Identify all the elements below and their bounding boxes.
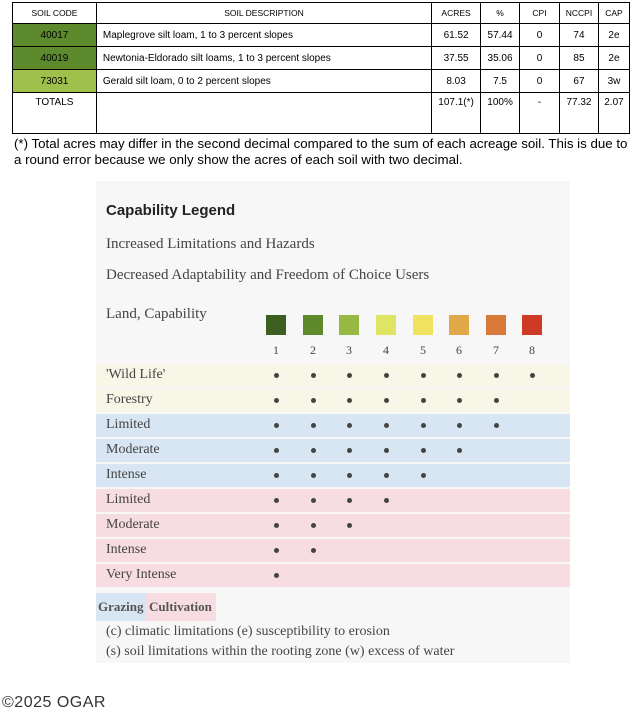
capability-dot bbox=[347, 473, 352, 478]
soil-code-cell: 40019 bbox=[13, 47, 97, 70]
capability-row bbox=[96, 414, 570, 437]
capability-dot bbox=[311, 498, 316, 503]
cap-cell: 2e bbox=[598, 24, 629, 47]
capability-class-number: 7 bbox=[493, 343, 499, 357]
percent-cell: 7.5 bbox=[481, 70, 520, 93]
capability-row-label: Moderate bbox=[106, 442, 160, 457]
capability-dot bbox=[311, 523, 316, 528]
capability-dot bbox=[457, 448, 462, 453]
capability-row bbox=[96, 489, 570, 512]
capability-dot bbox=[274, 473, 279, 478]
capability-class-3-swatch bbox=[339, 315, 359, 335]
totals-acres: 107.1(*) bbox=[432, 93, 481, 134]
capability-dot bbox=[421, 448, 426, 453]
capability-class-number: 8 bbox=[529, 343, 535, 357]
capability-dot bbox=[494, 423, 499, 428]
abbreviations-line-1: (c) climatic limitations (e) susceptibility to erosion bbox=[106, 624, 390, 639]
capability-dot bbox=[347, 448, 352, 453]
capability-row-label: 'Wild Life' bbox=[106, 367, 166, 382]
capability-dot bbox=[384, 498, 389, 503]
capability-row-label: Intense bbox=[106, 542, 147, 557]
capability-dot bbox=[384, 373, 389, 378]
capability-dot bbox=[494, 398, 499, 403]
capability-class-number: 6 bbox=[456, 343, 462, 357]
legend-adaptability-text: Decreased Adaptability and Freedom of Choice Users bbox=[106, 267, 430, 283]
capability-dot bbox=[421, 423, 426, 428]
capability-dot bbox=[457, 373, 462, 378]
capability-class-4-swatch bbox=[376, 315, 396, 335]
acres-cell: 61.52 bbox=[432, 24, 481, 47]
soil-description-cell: Maplegrove silt loam, 1 to 3 percent slopes bbox=[96, 24, 431, 47]
capability-class-number: 4 bbox=[383, 343, 389, 357]
capability-dot bbox=[274, 573, 279, 578]
acres-cell: 37.55 bbox=[432, 47, 481, 70]
totals-cap: 2.07 bbox=[598, 93, 629, 134]
capability-dot bbox=[457, 398, 462, 403]
capability-legend bbox=[96, 181, 570, 663]
capability-dot bbox=[457, 423, 462, 428]
soil-description-cell: Newtonia-Eldorado silt loams, 1 to 3 percent slopes bbox=[96, 47, 431, 70]
capability-row bbox=[96, 439, 570, 462]
cap-cell: 2e bbox=[598, 47, 629, 70]
capability-dot bbox=[274, 423, 279, 428]
table-row bbox=[13, 47, 630, 70]
cpi-cell: 0 bbox=[520, 24, 560, 47]
capability-dot bbox=[274, 498, 279, 503]
table-row bbox=[13, 70, 630, 93]
capability-dot bbox=[274, 523, 279, 528]
capability-row-label: Limited bbox=[106, 417, 151, 432]
cpi-cell: 0 bbox=[520, 70, 560, 93]
header-soil-description: SOIL DESCRIPTION bbox=[96, 3, 431, 24]
abbreviations-line-2: (s) soil limitations within the rooting zone (w) excess of water bbox=[106, 644, 455, 659]
capability-class-2-swatch bbox=[303, 315, 323, 335]
grazing-label: Grazing bbox=[96, 593, 148, 621]
acres-cell: 8.03 bbox=[432, 70, 481, 93]
capability-row bbox=[96, 464, 570, 487]
capability-class-7-swatch bbox=[486, 315, 506, 335]
capability-dot bbox=[384, 448, 389, 453]
capability-dot bbox=[274, 548, 279, 553]
capability-class-6-swatch bbox=[449, 315, 469, 335]
header-percent: % bbox=[481, 3, 520, 24]
capability-dot bbox=[384, 398, 389, 403]
capability-class-1-swatch bbox=[266, 315, 286, 335]
capability-dot bbox=[274, 398, 279, 403]
capability-row-label: Intense bbox=[106, 467, 147, 482]
land-capability-label: Land, Capability bbox=[106, 306, 207, 322]
capability-class-number: 5 bbox=[420, 343, 426, 357]
capability-dot bbox=[311, 373, 316, 378]
capability-class-8-swatch bbox=[522, 315, 542, 335]
capability-dot bbox=[421, 373, 426, 378]
capability-dot bbox=[311, 398, 316, 403]
capability-dot bbox=[311, 548, 316, 553]
totals-percent: 100% bbox=[481, 93, 520, 134]
header-cpi: CPI bbox=[520, 3, 560, 24]
header-acres: ACRES bbox=[432, 3, 481, 24]
capability-dot bbox=[421, 473, 426, 478]
totals-row bbox=[13, 93, 630, 134]
capability-class-number: 1 bbox=[273, 343, 279, 357]
capability-row-label: Moderate bbox=[106, 517, 160, 532]
capability-class-number: 2 bbox=[310, 343, 316, 357]
totals-description bbox=[96, 93, 431, 134]
capability-dot bbox=[274, 373, 279, 378]
soil-code-cell: 40017 bbox=[13, 24, 97, 47]
table-row bbox=[13, 24, 630, 47]
capability-dot bbox=[347, 373, 352, 378]
capability-dot bbox=[384, 473, 389, 478]
soil-table bbox=[12, 2, 630, 134]
nccpi-cell: 67 bbox=[559, 70, 598, 93]
soil-description-cell: Gerald silt loam, 0 to 2 percent slopes bbox=[96, 70, 431, 93]
capability-dot bbox=[347, 523, 352, 528]
nccpi-cell: 85 bbox=[559, 47, 598, 70]
totals-nccpi: 77.32 bbox=[559, 93, 598, 134]
capability-dot bbox=[421, 398, 426, 403]
capability-row bbox=[96, 564, 570, 587]
capability-dot bbox=[347, 398, 352, 403]
capability-dot bbox=[311, 423, 316, 428]
capability-row-label: Limited bbox=[106, 492, 151, 507]
capability-row bbox=[96, 514, 570, 537]
capability-dot bbox=[384, 423, 389, 428]
header-cap: CAP bbox=[598, 3, 629, 24]
totals-label: TOTALS bbox=[13, 93, 97, 134]
capability-dot bbox=[494, 373, 499, 378]
header-nccpi: NCCPI bbox=[559, 3, 598, 24]
percent-cell: 57.44 bbox=[481, 24, 520, 47]
capability-row bbox=[96, 389, 570, 412]
capability-dot bbox=[530, 373, 535, 378]
copyright-watermark: ©2025 OGAR bbox=[2, 694, 106, 711]
capability-class-number: 3 bbox=[346, 343, 352, 357]
capability-dot bbox=[347, 423, 352, 428]
cpi-cell: 0 bbox=[520, 47, 560, 70]
legend-title: Capability Legend bbox=[106, 202, 236, 219]
capability-row bbox=[96, 364, 570, 387]
capability-row-label: Forestry bbox=[106, 392, 153, 407]
capability-dot bbox=[274, 448, 279, 453]
totals-cpi: - bbox=[520, 93, 560, 134]
legend-limitations-text: Increased Limitations and Hazards bbox=[106, 236, 315, 252]
soil-table-header bbox=[13, 3, 630, 24]
capability-dot bbox=[311, 473, 316, 478]
capability-row-label: Very Intense bbox=[106, 567, 177, 582]
capability-class-5-swatch bbox=[413, 315, 433, 335]
rounding-note: (*) Total acres may differ in the second decimal compared to the sum of each acreage soil. This is due to a round error because we only show the acres of each soil with two decimal. bbox=[14, 136, 628, 167]
capability-dot bbox=[347, 498, 352, 503]
header-soil-code: SOIL CODE bbox=[13, 3, 97, 24]
capability-row bbox=[96, 539, 570, 562]
nccpi-cell: 74 bbox=[559, 24, 598, 47]
capability-dot bbox=[311, 448, 316, 453]
cultivation-label: Cultivation bbox=[146, 593, 216, 621]
soil-code-cell: 73031 bbox=[13, 70, 97, 93]
cap-cell: 3w bbox=[598, 70, 629, 93]
percent-cell: 35.06 bbox=[481, 47, 520, 70]
